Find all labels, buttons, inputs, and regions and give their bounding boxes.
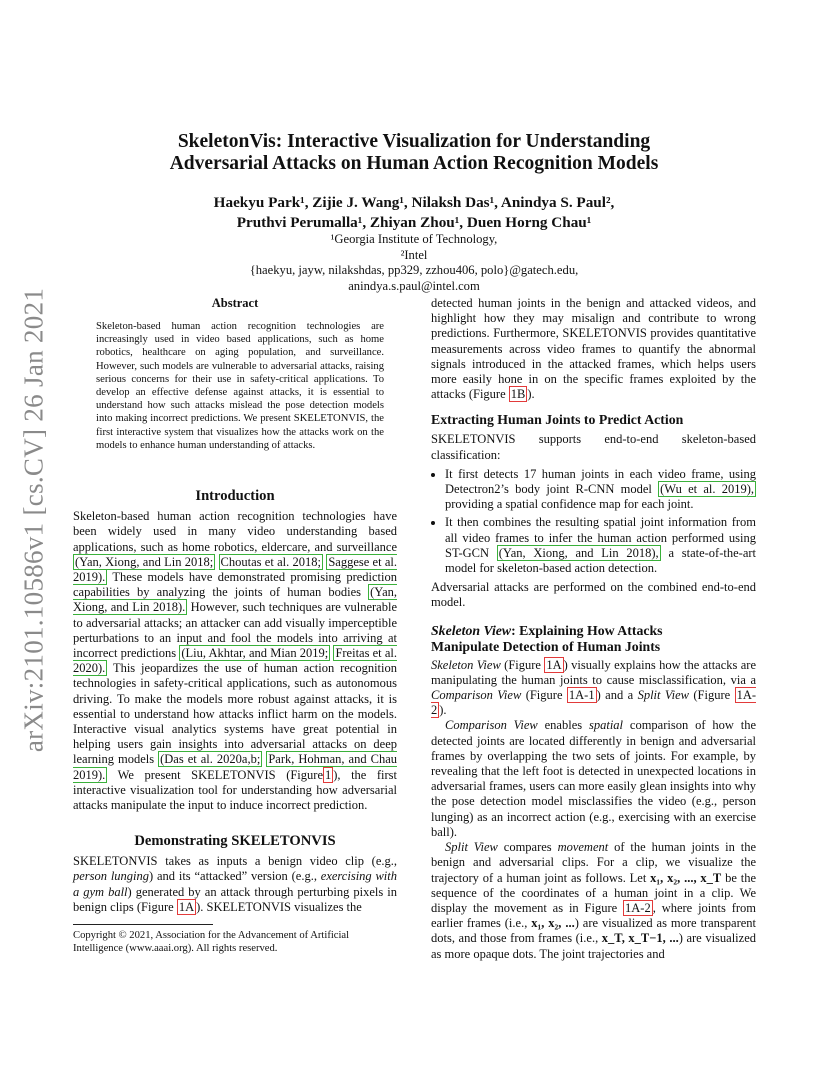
citation-link[interactable]: (Yan, Xiong, and Lin 2018; xyxy=(75,554,214,569)
intro-text-1: Skeleton-based human action recognition technologies have been widely used in many video understanding based applications, such as home robotics, eldercare, and surveillance xyxy=(73,509,397,554)
demo-text: ) generated by an attack through perturbing pixels in benign clips (Figure xyxy=(73,884,397,914)
copyright-notice: Copyright © 2021, Association for the Advancement of Artificial Intelligence (www.aaai.org). All rights reserved. xyxy=(73,930,350,954)
right-column xyxy=(431,296,756,962)
citation-link[interactable]: (Yan, Xiong, and Lin 2018). xyxy=(73,585,397,615)
term-skeleton-view: Skeleton View xyxy=(431,657,501,672)
skel-text: (Figure xyxy=(504,657,541,672)
citation-link[interactable]: (Yan, Xiong, and Lin 2018), xyxy=(498,545,659,560)
demo-text: ). xyxy=(527,387,535,402)
demonstrating-section xyxy=(73,834,397,915)
skeleton-view-heading xyxy=(431,623,756,655)
math-sequence: x_T, x_T−1, ... xyxy=(601,931,679,946)
figure-link[interactable]: 1B xyxy=(510,387,526,402)
skeleton-view-heading-italic: Skeleton View xyxy=(431,622,512,638)
citation-link[interactable]: Saggese et al. 2019). xyxy=(73,554,398,585)
split-text: of the human joints in the benign and adversarial clips. For a clip, we visualize the trajectory of a human joint as follows. Let xyxy=(431,840,757,885)
citation-link[interactable]: (Das et al. 2020a,b; xyxy=(160,752,261,767)
term-spatial: spatial xyxy=(588,718,624,733)
system-name: SKELETONVIS xyxy=(206,899,292,914)
list-item xyxy=(445,515,756,576)
emails-line-2: anindya.s.paul@intel.com xyxy=(348,278,480,293)
title-line-2: Adversarial Attacks on Human Action Recognition Models xyxy=(169,153,659,174)
split-text: , where joints from earlier frames (i.e., xyxy=(431,900,757,931)
intro-text-2: These models have demonstrated promising prediction capabilities by analyzing the joints of human bodies xyxy=(73,570,398,600)
extraction-steps-list xyxy=(431,467,756,576)
intro-text-3: However, such techniques are vulnerable to adversarial attacks; an attacker can add visually imperceptible perturbations to an input and fool the models into arriving at incorrect predictions xyxy=(73,600,397,661)
extracting-heading: Extracting Human Joints to Predict Action xyxy=(431,412,684,428)
demo-text: detected human joints in the benign and attacked videos, and highlight how they may misalign and contribute to wrong predictions. Furthermore, xyxy=(431,296,756,341)
math-sequence: x₁, x₂, ..., x_T xyxy=(650,870,722,885)
intro-text-7: ), the first interactive visualization tool for understanding how adversarial attacks manipulate the input to induce incorrect prediction. xyxy=(73,767,398,813)
split-view-paragraph xyxy=(431,840,756,962)
math-sequence: x₁, x₂, ... xyxy=(531,916,575,931)
introduction-section xyxy=(73,489,397,813)
affiliations xyxy=(72,232,756,294)
demo-example-benign: person lunging xyxy=(73,869,150,884)
term-comparison-view: Comparison View xyxy=(445,718,538,733)
bullet-text: It then combines the resulting spatial joint information from all video frames to infer the human action performed using ST-GCN xyxy=(445,515,756,560)
system-name: SKELETONVIS xyxy=(562,326,647,341)
skel-text: ) visually explains how the attacks are manipulating the human joints to cause misclassification, via a xyxy=(431,657,757,687)
citation-link[interactable]: (Wu et al. 2019), xyxy=(660,482,755,497)
intro-text-5: We present xyxy=(117,767,181,782)
skel-text: ). xyxy=(439,703,447,718)
paper-title xyxy=(72,131,756,175)
system-name: SKELETONVIS xyxy=(431,432,516,447)
bullet-text: providing a spatial confidence map for each joint. xyxy=(445,497,694,512)
intro-text-4: This jeopardizes the use of human action recognition technologies in safety-critical applications, such as autonomous driving. To make the models more robust against attacks, it is essential to understand how attacks inflict harm on the models. Interactive visual analytics systems have great potential in helping users gain insights into adversarial attacks on deep learning models xyxy=(73,661,397,767)
system-name: SKELETONVIS xyxy=(231,833,336,849)
citation-link[interactable]: Freitas et al. 2020). xyxy=(73,646,397,676)
figure-link[interactable]: 1A xyxy=(546,657,562,672)
term-split-view: Split View xyxy=(445,840,498,855)
split-text: be the sequence of the coordinates of a human joint in a clip. We display the movement as in Figure xyxy=(431,870,757,915)
system-name: SKELETONVIS xyxy=(191,767,276,782)
bullet-text: a state-of-the-art model for skeleton-based action detection. xyxy=(445,545,756,576)
extract-text: supports end-to-end skeleton-based classification: xyxy=(431,432,756,462)
emails-line-1: {haekyu, jayw, nilakshdas, pp329, zzhou406, polo}@gatech.edu, xyxy=(249,263,579,277)
author-list xyxy=(72,193,756,233)
citation-link[interactable]: (Liu, Akhtar, and Mian 2019; xyxy=(181,646,329,661)
extracting-paragraph-2: Adversarial attacks are performed on the combined end-to-end model. xyxy=(431,580,756,610)
comparison-view-paragraph xyxy=(431,718,756,840)
skeleton-view-paragraph xyxy=(431,658,756,719)
demo-text: takes as inputs a benign video clip (e.g., xyxy=(165,854,398,869)
affiliation-2: ²Intel xyxy=(400,247,428,262)
intro-text-6: (Figure xyxy=(286,767,323,782)
term-comparison-view: Comparison View xyxy=(431,688,522,703)
demonstrating-heading xyxy=(73,834,397,849)
demo-example-attacked: exercising with a gym ball xyxy=(73,869,398,899)
figure-link[interactable]: 1A xyxy=(178,899,195,914)
citation-link[interactable]: Choutas et al. 2018; xyxy=(220,554,322,569)
demo-text: ). xyxy=(196,899,204,914)
authors-line-2: Pruthvi Perumalla¹, Zhiyan Zhou¹, Duen Horng Chau¹ xyxy=(236,214,592,231)
skeleton-view-heading-text: : Explaining How Attacks xyxy=(511,622,663,638)
split-text: compares xyxy=(503,840,552,855)
figure-link[interactable]: 1A-2 xyxy=(625,900,651,915)
introduction-heading: Introduction xyxy=(195,488,275,504)
citation-link[interactable]: Park, Hohman, and Chau 2019). xyxy=(73,752,397,782)
arxiv-identifier-text: arXiv:2101.10586v1 [cs.CV] 26 Jan 2021 xyxy=(18,287,49,753)
extracting-paragraph xyxy=(431,432,756,462)
figure-link[interactable]: 1A-1 xyxy=(568,688,595,703)
skeleton-view-heading-text-2: Manipulate Detection of Human Joints xyxy=(431,638,661,654)
affiliation-1: ¹Georgia Institute of Technology, xyxy=(330,232,498,246)
term-split-view: Split View xyxy=(637,688,689,703)
split-text: ) are visualized as more opaque dots. The joint trajectories and xyxy=(431,931,756,961)
demo-text: ) and its “attacked” version (e.g., xyxy=(149,869,317,884)
list-item xyxy=(445,467,756,513)
demonstrating-paragraph xyxy=(73,854,397,915)
figure-link[interactable]: 1 xyxy=(325,767,332,782)
comp-text: enables xyxy=(544,718,583,733)
abstract-body: Skeleton-based human action recognition technologies are increasingly used in video based applications, such as home robotics, healthcare on aging population, and surveillance. However, such models are vulnerable to adversarial attacks, raising serious concerns for their use in safety-critical applications. To develop an effective defense against attacks, it is essential to understand how such attacks mislead the pose detection models into making incorrect predictions. We present SKELETONVIS, the first interactive system that visualizes how the attacks work on the models to enhance human understanding of attacks. xyxy=(96,321,384,451)
split-text: ) are visualized as more transparent dots, and those from frames (i.e., xyxy=(431,916,757,946)
authors-line-1: Haekyu Park¹, Zijie J. Wang¹, Nilaksh Das¹, Anindya S. Paul², xyxy=(213,194,615,211)
title-line-1: SkeletonVis: Interactive Visualization for Understanding xyxy=(177,131,651,152)
term-movement: movement xyxy=(557,840,609,855)
skel-text: (Figure xyxy=(693,688,731,703)
demo-heading-text: Demonstrating xyxy=(134,833,228,849)
figure-link[interactable]: 1A-2 xyxy=(431,688,757,718)
footnote-rule xyxy=(73,924,213,925)
skel-text: ) and a xyxy=(596,688,634,703)
system-name: SKELETONVIS xyxy=(73,854,158,869)
arxiv-identifier xyxy=(14,270,54,770)
introduction-paragraph xyxy=(73,509,397,813)
abstract-heading: Abstract xyxy=(211,296,259,310)
comp-text: comparison of how the detected joints are located differently in benign and adversarial frames by overlapping the two sets of joints. For example, by revealing that the left foot is detected in unexpected locations in adversarial frames, users can more easily glean insights into why the pose detection model misclassifies the video (e.g., person lunging) as an incorrect action (e.g., exercising with an exercise ball). xyxy=(431,718,757,839)
bullet-text: It first detects 17 human joints in each video frame, using Detectron2’s body joint R-CNN model xyxy=(445,466,756,497)
demo-text: visualizes the xyxy=(294,899,362,914)
skel-text: (Figure xyxy=(525,688,563,703)
demo-text: provides quantitative measurements across video frames to quantify the abnormal signals introduced in the attacked frames, which helps users more easily hone in on the specific frames exploited by the attacks (Figure xyxy=(431,326,757,402)
demonstrating-paragraph-continued xyxy=(431,296,756,402)
